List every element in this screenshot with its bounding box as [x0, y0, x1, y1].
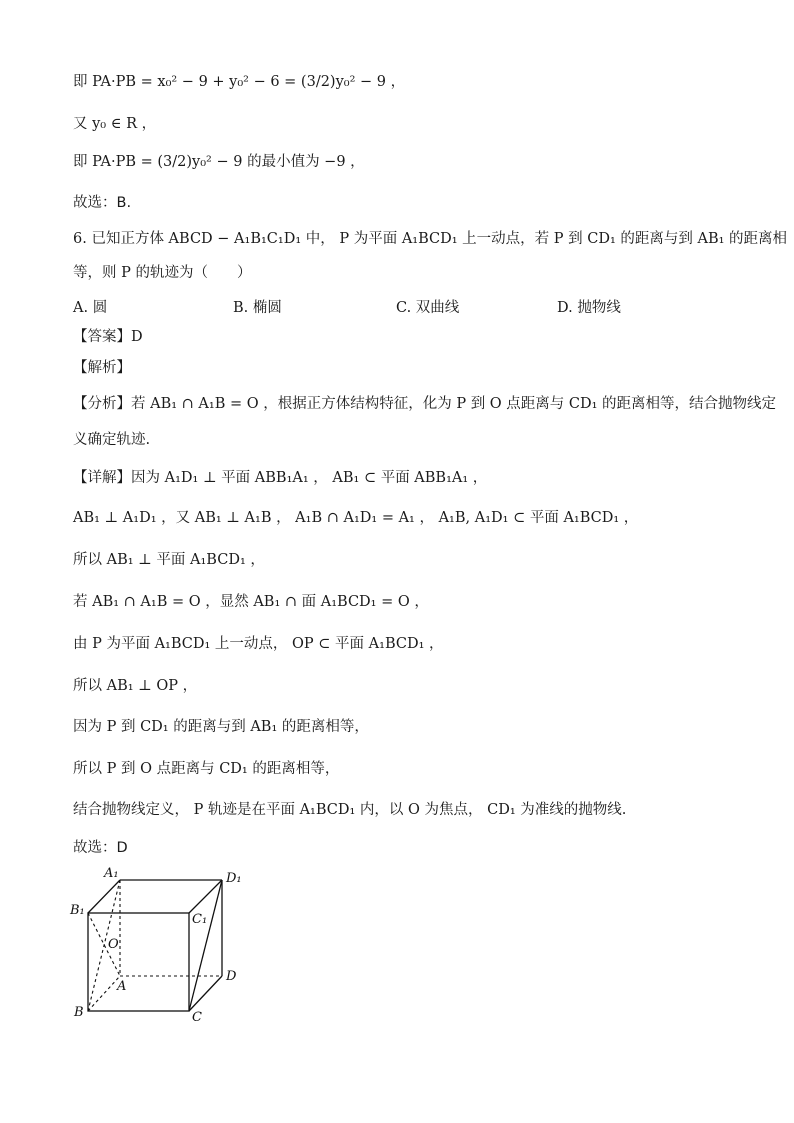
- answer-line: 【答案】D: [73, 329, 143, 345]
- text-line-1: 即 PA·PB = x₀² − 9 + y₀² − 6 = (3/2)y₀² − 9 ，: [73, 74, 406, 90]
- detail-line-8: 所以 P 到 O 点距离与 CD₁ 的距离相等，: [73, 761, 340, 777]
- question-6-line-1: 6. 已知正方体 ABCD − A₁B₁C₁D₁ 中， P 为平面 A₁BCD₁ 上一动点，若 P 到 CD₁ 的距离与到 AB₁ 的距离相: [73, 231, 788, 247]
- cube-figure: [60, 862, 260, 1032]
- label-b: B: [74, 1005, 84, 1020]
- label-d: D: [226, 969, 237, 984]
- analysis-heading: 【解析】: [73, 360, 131, 376]
- analysis-line-2: 义确定轨迹.: [73, 432, 151, 448]
- detail-line-6: 所以 AB₁ ⊥ OP ，: [73, 678, 198, 694]
- label-c: C: [192, 1010, 202, 1025]
- detail-line-3: 所以 AB₁ ⊥ 平面 A₁BCD₁ ，: [73, 552, 265, 568]
- final-choice-line: 故选：D: [73, 840, 128, 856]
- choice-c: C. 双曲线: [396, 300, 460, 316]
- detail-line-7: 因为 P 到 CD₁ 的距离与到 AB₁ 的距离相等，: [73, 719, 369, 735]
- detail-line-9: 结合抛物线定义， P 轨迹是在平面 A₁BCD₁ 内，以 O 为焦点， CD₁ 为准线的抛物线.: [73, 802, 627, 818]
- detail-line-4: 若 AB₁ ∩ A₁B = O ，显然 AB₁ ∩ 面 A₁BCD₁ = O ，: [73, 594, 429, 610]
- label-a1: A₁: [104, 866, 119, 881]
- detail-line-2: AB₁ ⊥ A₁D₁ ，又 AB₁ ⊥ A₁B ， A₁B ∩ A₁D₁ = A₁ ， A₁B, A₁D₁ ⊂ 平面 A₁BCD₁ ，: [73, 510, 639, 526]
- choice-a: A. 圆: [73, 300, 108, 316]
- question-6-line-2: 等，则 P 的轨迹为（ ）: [73, 265, 252, 281]
- detail-line-5: 由 P 为平面 A₁BCD₁ 上一动点， OP ⊂ 平面 A₁BCD₁ ，: [73, 636, 444, 652]
- label-a: A: [117, 979, 127, 994]
- text-line-2: 又 y₀ ∈ R ，: [73, 116, 157, 132]
- label-c1: C₁: [192, 912, 208, 927]
- label-b1: B₁: [70, 903, 85, 918]
- detail-line-1: 【详解】因为 A₁D₁ ⊥ 平面 ABB₁A₁ ， AB₁ ⊂ 平面 ABB₁A₁ ，: [73, 470, 488, 486]
- label-o: O: [108, 937, 119, 952]
- label-d1: D₁: [226, 871, 242, 886]
- analysis-line-1: 【分析】若 AB₁ ∩ A₁B = O ，根据正方体结构特征，化为 P 到 O 点距离与 CD₁ 的距离相等，结合抛物线定: [73, 396, 777, 412]
- text-line-4: 故选：B.: [73, 195, 132, 211]
- choice-d: D. 抛物线: [557, 300, 621, 316]
- choice-b: B. 椭圆: [233, 300, 282, 316]
- text-line-3: 即 PA·PB = (3/2)y₀² − 9 的最小值为 −9 ，: [73, 154, 365, 170]
